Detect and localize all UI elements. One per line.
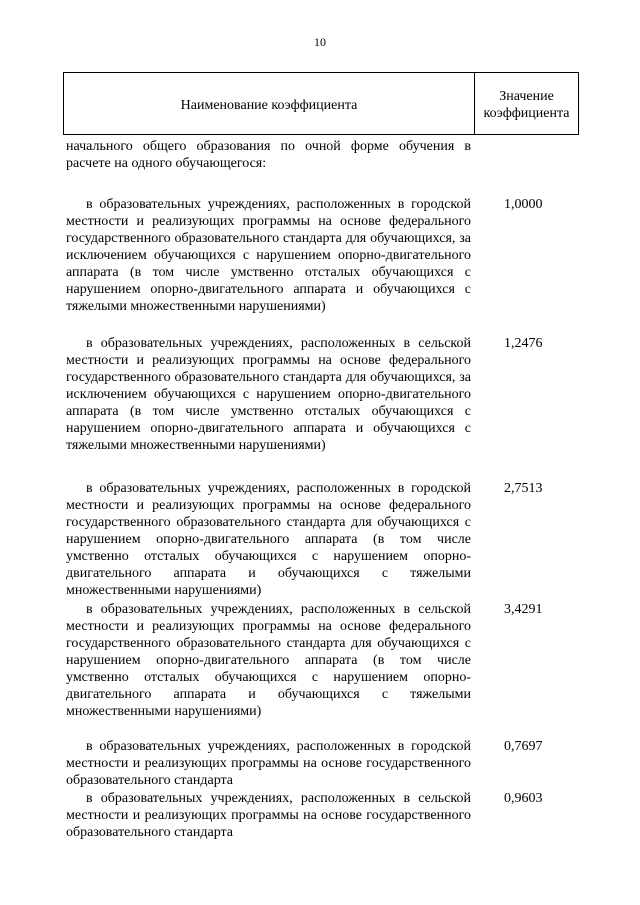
coefficient-description: в образовательных учреждениях, расположенных в городской местности и реализующих программы на основе федерального государственного образовательного стандарта для обучающихся, за исключением обучающихся с нарушением опорно-двигательного аппарата (в том числе умственно отсталых обучающихся с нарушением опорно-двигательного аппарата и обучающихся с тяжелыми множественными нарушениями) <box>66 197 471 314</box>
coefficient-description: в образовательных учреждениях, расположенных в городской местности и реализующих программы на основе государственного образовательного стандарта <box>66 739 471 788</box>
coefficient-value: 3,4291 <box>504 602 543 617</box>
coefficient-description: в образовательных учреждениях, расположенных в сельской местности и реализующих программы на основе федерального государственного образовательного стандарта для обучающихся с нарушением опорно-двигательного аппарата (в том числе умственно отсталых обучающихся с нарушением опорно-двигательного аппарата и обучающихся с тяжелыми множественными нарушениями) <box>66 602 471 719</box>
intro-text: начального общего образования по очной форме обучения в расчете на одного обучающегося: <box>66 139 471 171</box>
coefficient-value: 2,7513 <box>504 481 543 496</box>
coefficient-description: в образовательных учреждениях, расположенных в сельской местности и реализующих программы на основе государственного образовательного стандарта <box>66 791 471 840</box>
coefficient-value: 0,9603 <box>504 791 543 806</box>
coefficient-value: 0,7697 <box>504 739 543 754</box>
coefficient-value: 1,0000 <box>504 197 543 212</box>
page-number: 10 <box>314 35 326 49</box>
column-header-value: Значение коэффициента <box>483 88 570 121</box>
coefficient-description: в образовательных учреждениях, расположенных в городской местности и реализующих программы на основе федерального государственного образовательного стандарта для обучающихся с нарушением опорно-двигательного аппарата (в том числе умственно отсталых обучающихся с нарушением опорно-двигательного аппарата и обучающихся с тяжелыми множественными нарушениями) <box>66 481 471 598</box>
column-header-name: Наименование коэффициента <box>64 73 475 134</box>
coefficient-description: в образовательных учреждениях, расположенных в сельской местности и реализующих программы на основе федерального государственного образовательного стандарта для обучающихся, за исключением обучающихся с нарушением опорно-двигательного аппарата (в том числе умственно отсталых обучающихся с нарушением опорно-двигательного аппарата и обучающихся с тяжелыми множественными нарушениями) <box>66 336 471 453</box>
coefficient-value: 1,2476 <box>504 336 543 351</box>
table-header <box>63 72 579 135</box>
